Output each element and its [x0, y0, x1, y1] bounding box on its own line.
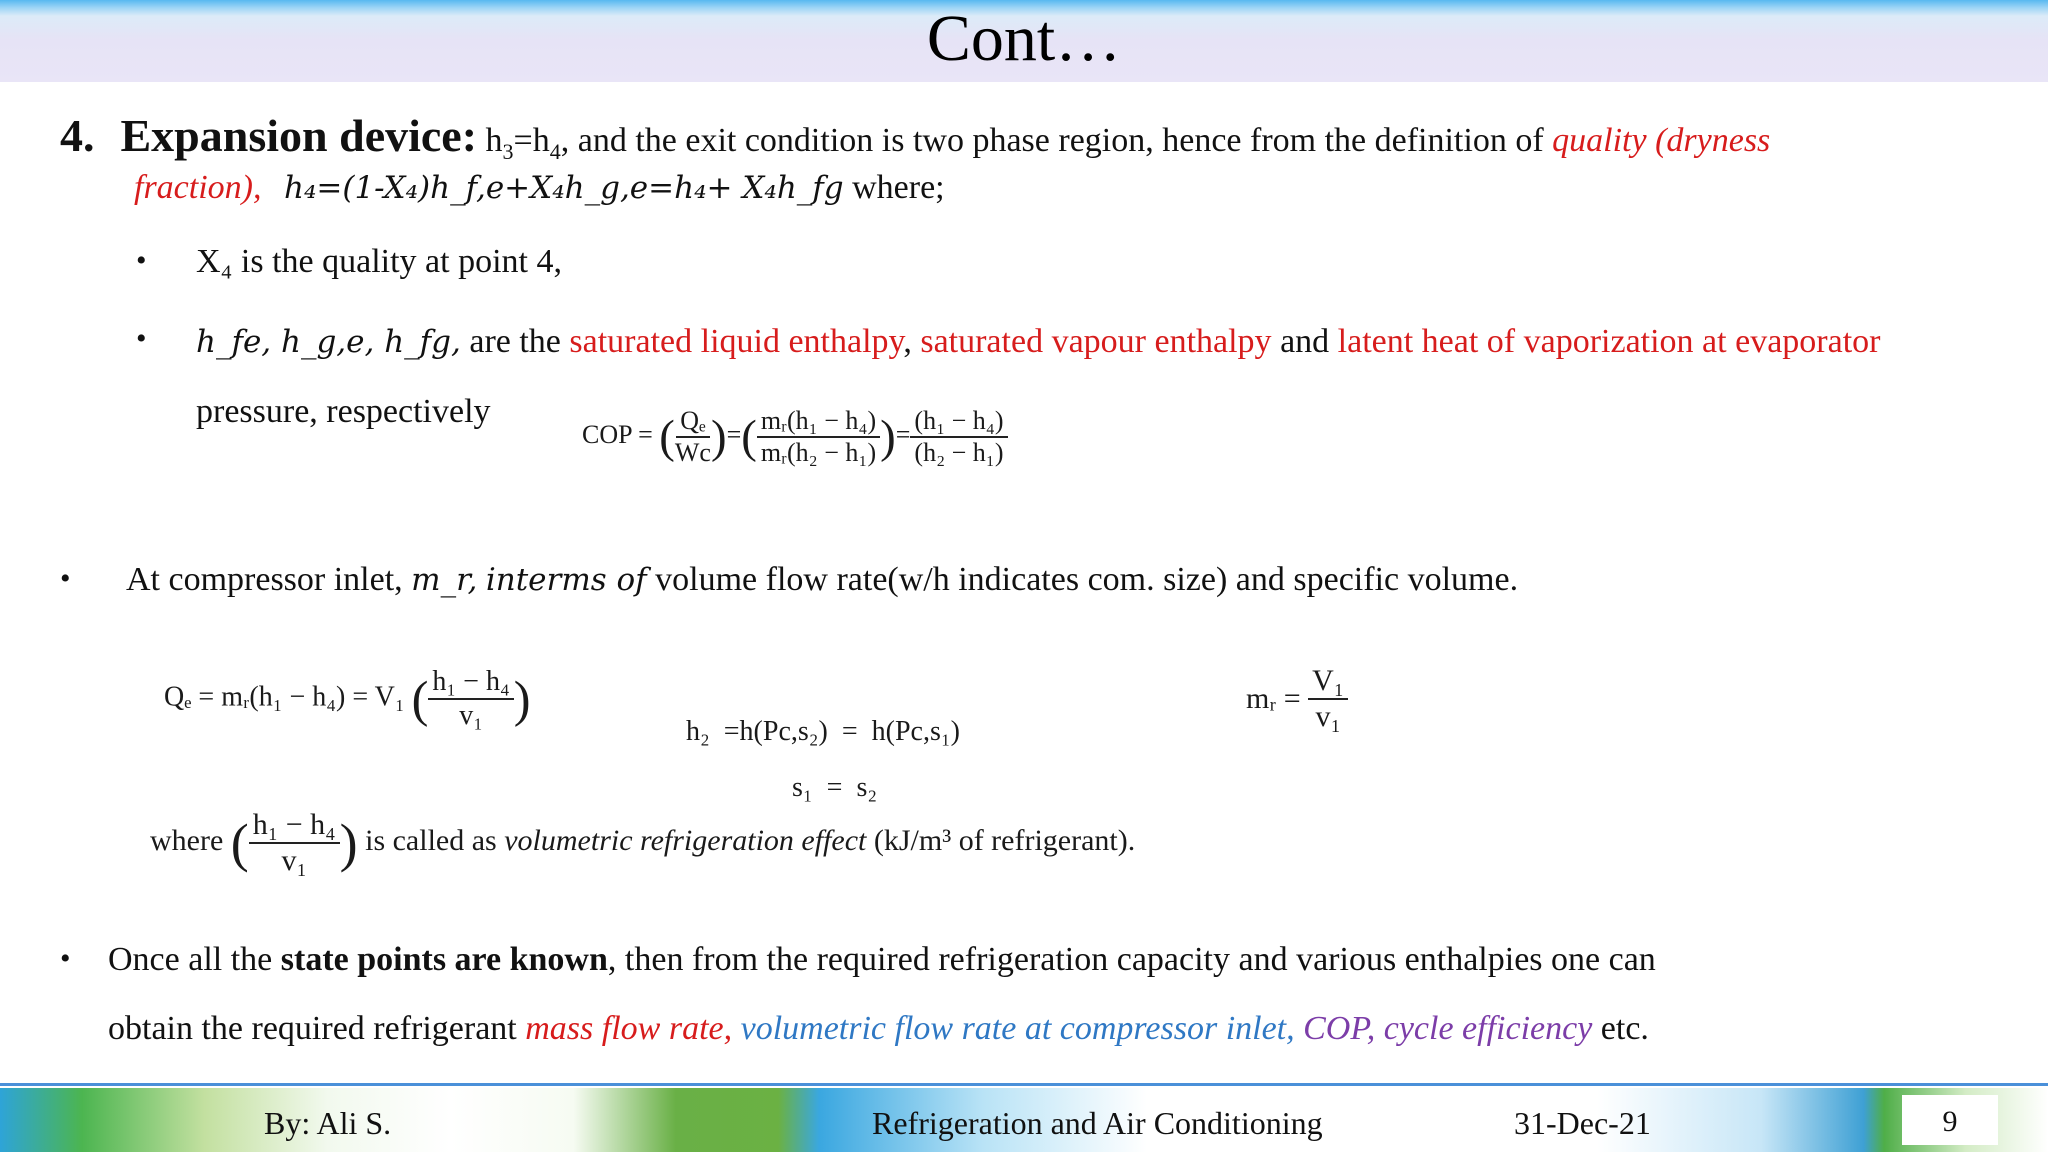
- expansion-device-paragraph: [60, 110, 2010, 174]
- where-fraction: [249, 808, 340, 878]
- where-text: where;: [852, 169, 945, 206]
- cop-efficiency-term: COP, cycle efficiency: [1303, 1010, 1593, 1047]
- paren: (: [659, 411, 675, 463]
- state-points-bold: state points are known: [280, 941, 608, 978]
- paren: (: [230, 813, 249, 873]
- state-points-bullet: [108, 938, 1656, 982]
- paren: ): [710, 411, 727, 463]
- units-text: (kJ/m³ of refrigerant).: [873, 823, 1136, 857]
- paren: (: [741, 411, 757, 463]
- paren: (: [411, 671, 429, 727]
- qe-term: Qₑ: [676, 406, 709, 438]
- latent-heat-term: latent heat of vaporization at evaporator: [1337, 323, 1881, 360]
- compressor-bullet: [126, 558, 1518, 602]
- mass-flow-term: mass flow rate,: [525, 1010, 733, 1047]
- h2-eq-text: h₂ =h(Pc,s₂) = h(Pc,s₁): [686, 716, 960, 747]
- mr-equation: [1246, 664, 1348, 734]
- volumetric-effect-line: [150, 808, 1135, 878]
- cop-den-2: (h₂ − h₁): [914, 438, 1004, 467]
- eq-h-text: =h: [513, 122, 550, 159]
- exit-condition-text: , and the exit condition is two phase region, hence from the definition of: [560, 122, 1553, 159]
- footer-divider: [0, 1083, 2048, 1086]
- comma-text: ,: [903, 323, 912, 360]
- quality-formula: h₄=(1-X₄)h_f,e+X₄h_g,e=h₄+ X₄h_fg: [283, 170, 844, 206]
- etc-text: etc.: [1600, 1010, 1649, 1047]
- called-as-text: is called as: [365, 823, 497, 857]
- bullet-dot: •: [136, 322, 147, 355]
- cop-ratio-3: [910, 406, 1007, 468]
- cop-ratio-1: [675, 406, 711, 468]
- saturated-vapour-term: saturated vapour enthalpy: [920, 323, 1272, 360]
- once-text-b: , then from the required refrigeration capacity and various enthalpies one can: [607, 941, 1656, 978]
- mr-eq-text: mᵣ =: [1246, 682, 1301, 715]
- where-den: v₁: [281, 844, 307, 877]
- compressor-text-b: volume flow rate(w/h indicates com. size) and specific volume.: [655, 561, 1519, 598]
- footer-course: Refrigeration and Air Conditioning: [872, 1105, 1323, 1141]
- cop-equation: COP = ( $\frac{\text{Qₑ}}{Wc}$ )=( $\frac{\text{mᵣ(h₁ − h₄)}}{\text{mᵣ(h₂ − h₁)}}$ )= $\frac{\text{(h₁ − h₄)}}{\text{(h₂ − h₁)}}$: [582, 406, 1008, 468]
- qe-num: h₁ − h₄: [428, 666, 513, 700]
- footer-author: By: Ali S.: [264, 1105, 392, 1141]
- qe-fraction: [428, 666, 513, 732]
- state-points-continued: [108, 1007, 1649, 1051]
- item-label: Expansion device:: [120, 110, 478, 161]
- qe-eq-text: Qₑ = mᵣ(h₁ − h₄) = V₁: [164, 681, 405, 713]
- h2-equation: [672, 684, 960, 748]
- quality-bullet: [196, 240, 562, 284]
- cop-num-1: mᵣ(h₁ − h₄): [757, 406, 880, 438]
- qe-den: v₁: [459, 700, 483, 731]
- enthalpy-bullet: [196, 320, 2006, 364]
- where-num: h₁ − h₄: [249, 808, 340, 844]
- footer-date: 31-Dec-21: [1514, 1105, 1651, 1141]
- mr-fraction: [1308, 664, 1348, 734]
- slide-title: Cont…: [926, 2, 1122, 75]
- cop-ratio-2: [757, 406, 880, 468]
- wc-term: Wc: [674, 438, 711, 467]
- cop-den-1: mᵣ(h₂ − h₁): [760, 438, 877, 467]
- once-text-a: Once all the: [108, 941, 273, 978]
- cop-label: COP =: [582, 419, 653, 449]
- sub-3: 3: [502, 138, 514, 164]
- cop-num-2: (h₁ − h₄): [910, 406, 1007, 438]
- slide-footer: [0, 1083, 2048, 1152]
- s-eq-text: s₁ = s₂: [792, 772, 878, 803]
- mr-symbol: m_r,: [411, 562, 478, 598]
- quality-bullet-text: X₄ is the quality at point 4,: [196, 243, 562, 280]
- bullet-dot: •: [136, 244, 147, 277]
- item-number: 4.: [60, 110, 95, 161]
- compressor-text-a: At compressor inlet,: [126, 561, 403, 598]
- pressure-respectively-text: pressure, respectively: [196, 393, 491, 430]
- saturated-liquid-term: saturated liquid enthalpy: [569, 323, 904, 360]
- mr-den: v₁: [1315, 700, 1341, 733]
- bullet-dot: •: [60, 942, 71, 975]
- volumetric-flow-term: volumetric flow rate at compressor inlet,: [740, 1010, 1295, 1047]
- mr-num: V₁: [1308, 664, 1348, 700]
- paren: ): [513, 671, 531, 727]
- bullet-dot: •: [60, 562, 71, 595]
- page-number: 9: [1942, 1105, 1958, 1138]
- enthalpy-symbols: h_fe, h_g,e, h_fg,: [196, 324, 461, 360]
- s-equation: [778, 740, 877, 804]
- interms-of-text: interms of: [485, 562, 647, 598]
- and-text: and: [1280, 323, 1330, 360]
- sub-4: 4: [549, 138, 561, 164]
- obtain-text: obtain the required refrigerant: [108, 1010, 517, 1047]
- volumetric-effect-term: volumetric refrigeration effect: [504, 823, 867, 857]
- fraction-term: fraction),: [134, 169, 262, 206]
- paren: ): [880, 411, 896, 463]
- paren: ): [339, 813, 358, 873]
- enthalpy-bullet-continued: [196, 390, 491, 434]
- where-label: where: [150, 823, 224, 857]
- h3-text: h: [485, 122, 503, 159]
- qe-equation: [164, 666, 531, 732]
- quality-term: quality (dryness: [1552, 122, 1771, 159]
- slide-header: [0, 0, 2048, 82]
- are-the-text: are the: [469, 323, 561, 360]
- expansion-device-continued: [134, 166, 945, 210]
